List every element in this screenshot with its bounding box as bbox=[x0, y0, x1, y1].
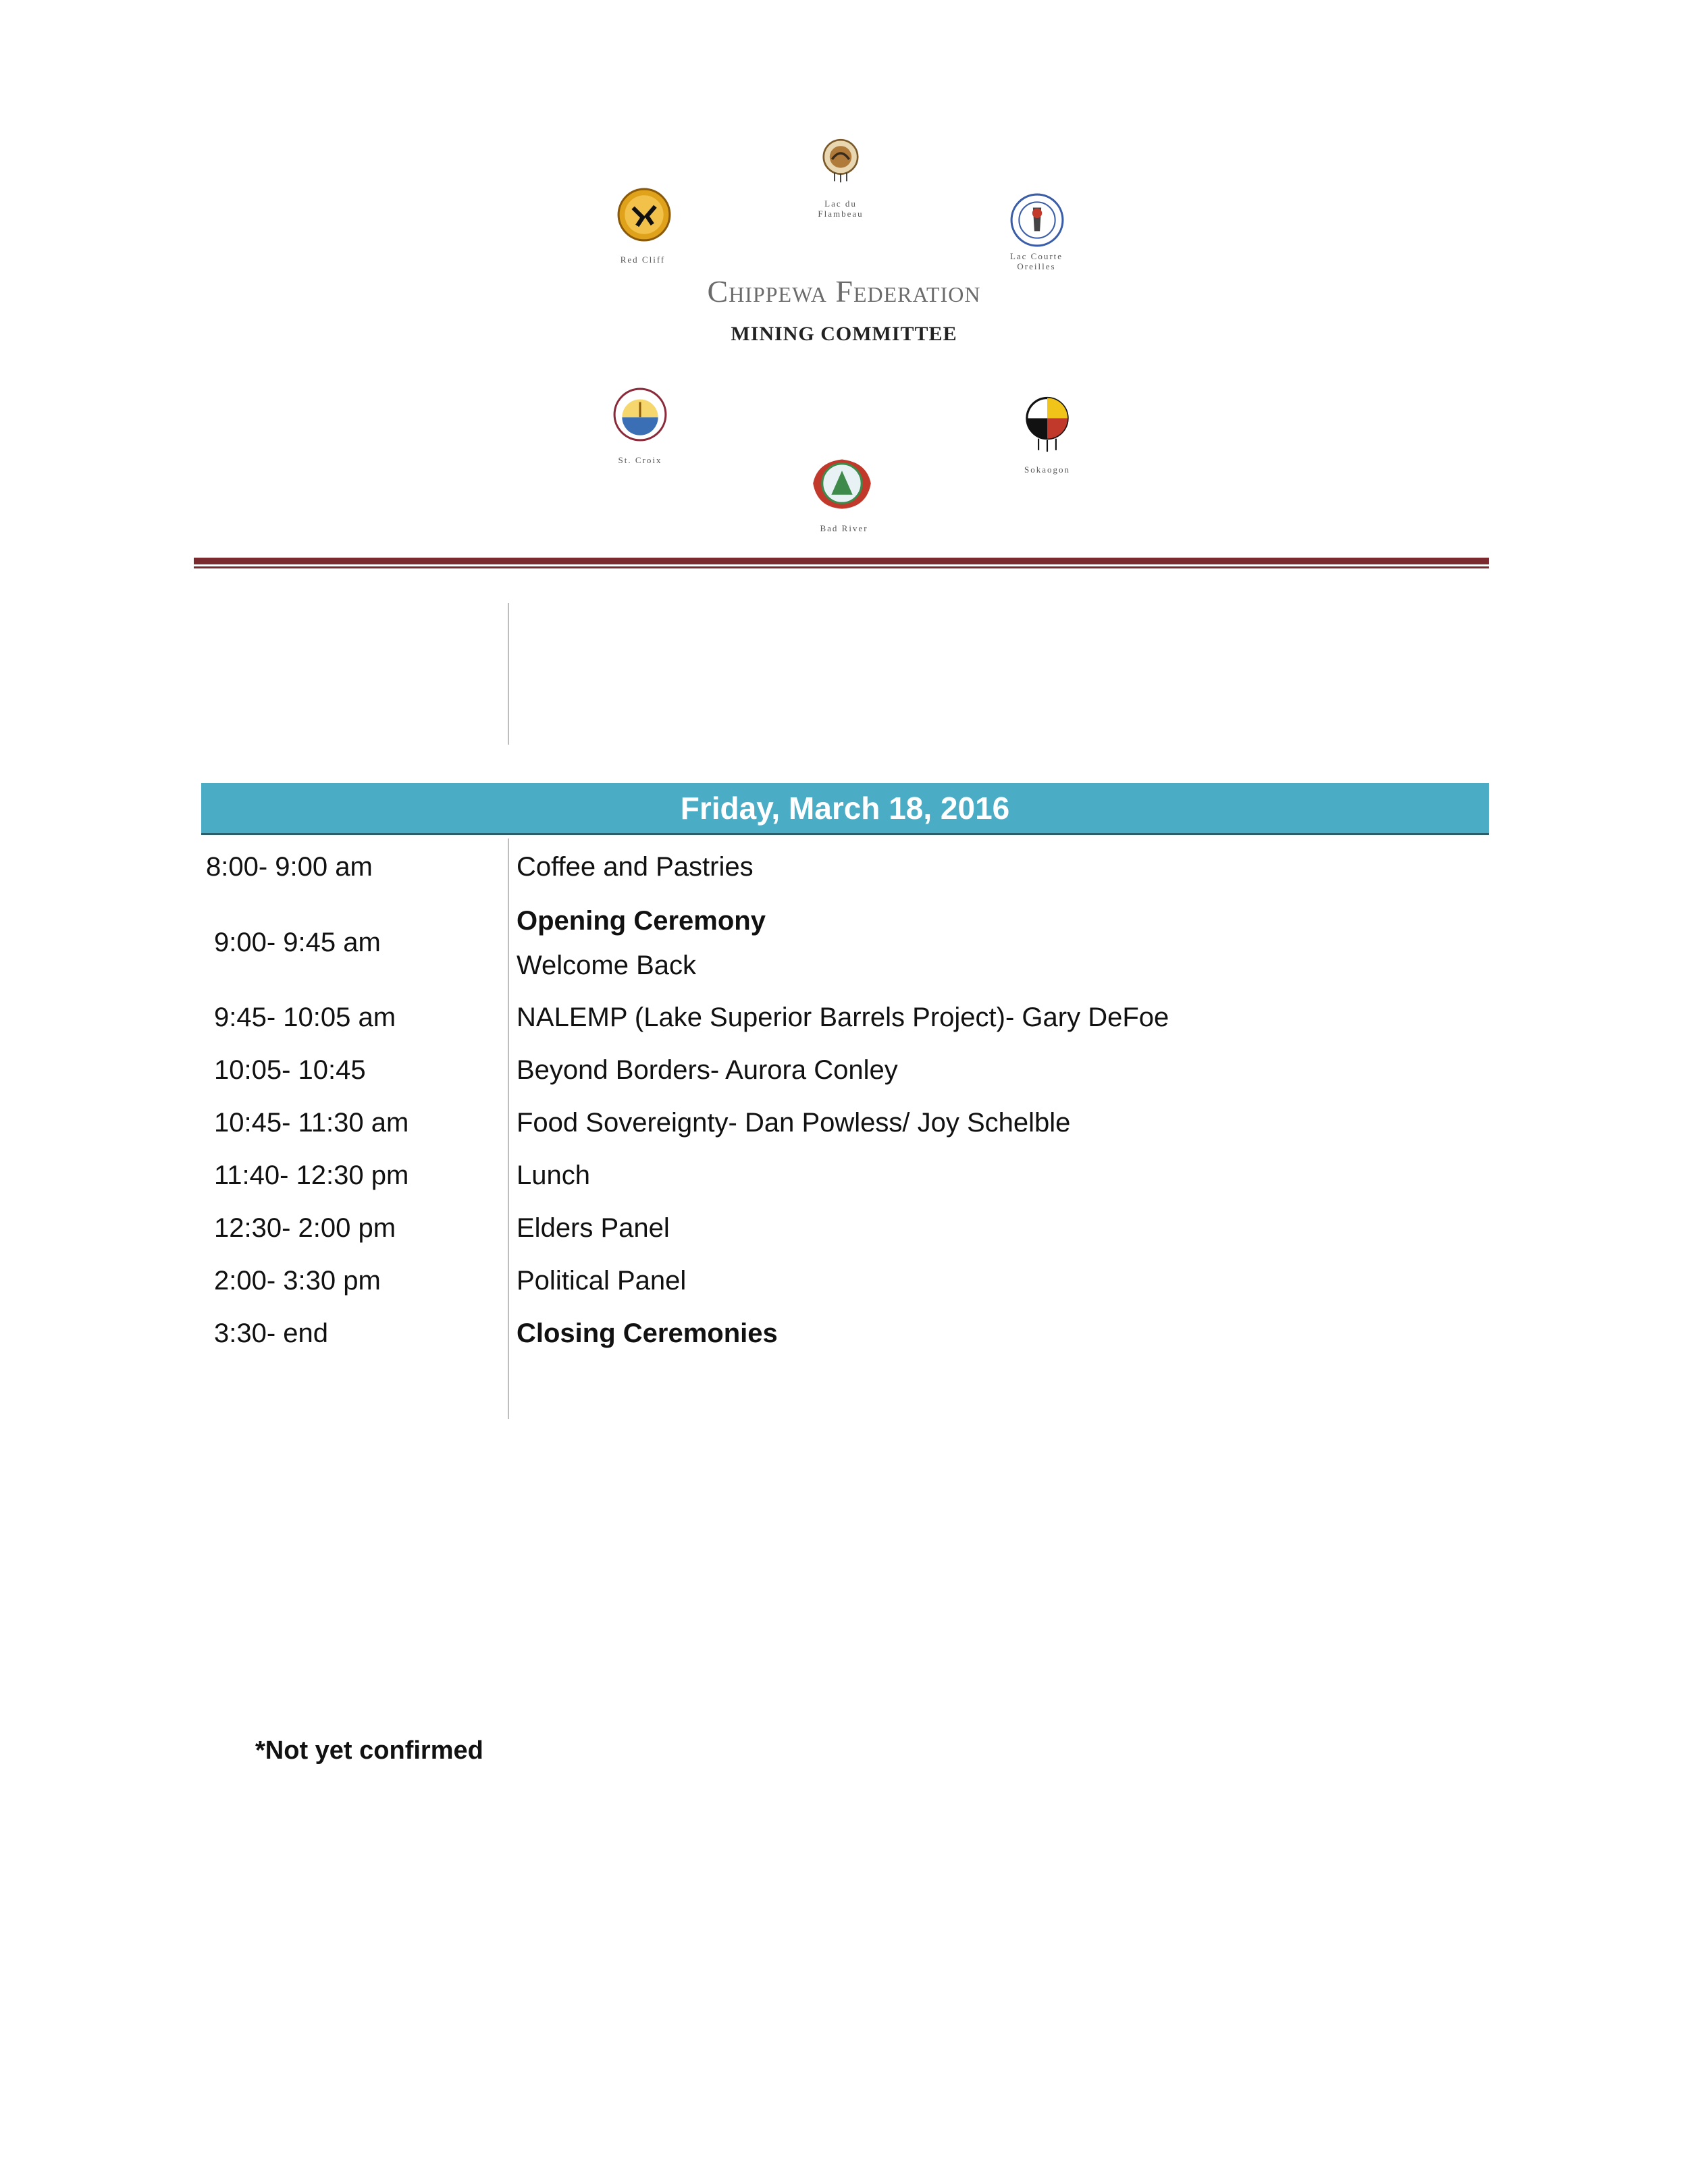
row-activity: NALEMP (Lake Superior Barrels Project)- Gary DeFoe bbox=[517, 1003, 1169, 1032]
day-banner: Friday, March 18, 2016 bbox=[201, 783, 1489, 835]
row-time: 9:00- 9:45 am bbox=[214, 928, 381, 957]
row-activity: Beyond Borders- Aurora Conley bbox=[517, 1055, 898, 1085]
lac-courte-oreilles-icon bbox=[1009, 192, 1065, 248]
lac-du-flambeau-label: Lac du Flambeau bbox=[818, 198, 864, 219]
row-time: 3:30- end bbox=[214, 1319, 329, 1348]
bad-river-label: Bad River bbox=[820, 523, 868, 533]
row-activity: Lunch bbox=[517, 1161, 590, 1190]
header-rule-thick bbox=[194, 558, 1489, 564]
footnote: *Not yet confirmed bbox=[255, 1736, 483, 1765]
sokaogon-label: Sokaogon bbox=[1024, 464, 1070, 475]
row-time: 12:30- 2:00 pm bbox=[214, 1213, 396, 1243]
row-activity: Elders Panel bbox=[517, 1213, 670, 1243]
row-time: 10:45- 11:30 am bbox=[214, 1108, 409, 1138]
st-croix-seal bbox=[612, 387, 668, 442]
st-croix-icon bbox=[612, 387, 668, 442]
red-cliff-icon bbox=[616, 187, 672, 242]
sokaogon-icon bbox=[1018, 394, 1076, 452]
row-activity: Food Sovereignty- Dan Powless/ Joy Schelble bbox=[517, 1108, 1071, 1138]
lac-courte-oreilles-label: Lac Courte Oreilles bbox=[1009, 251, 1063, 271]
bad-river-icon bbox=[810, 454, 874, 513]
sokaogon-seal bbox=[1018, 394, 1076, 452]
header-rule-thin bbox=[194, 566, 1489, 568]
row-time: 2:00- 3:30 pm bbox=[214, 1266, 381, 1296]
row-activity: Coffee and Pastries bbox=[517, 852, 754, 882]
row-time: 8:00- 9:00 am bbox=[206, 852, 373, 882]
red-cliff-label: Red Cliff bbox=[620, 255, 666, 265]
row-activity-bold: Opening Ceremony bbox=[517, 906, 766, 936]
row-time: 11:40- 12:30 pm bbox=[214, 1161, 409, 1190]
lac-courte-oreilles-seal bbox=[1009, 192, 1065, 248]
lac-du-flambeau-seal bbox=[816, 135, 865, 184]
bad-river-seal bbox=[810, 454, 874, 513]
top-column-divider bbox=[508, 603, 509, 745]
schedule-column-divider bbox=[508, 838, 509, 1419]
st-croix-label: St. Croix bbox=[618, 455, 662, 465]
committee-title: MINING COMMITTEE bbox=[731, 323, 957, 345]
row-activity-bold: Closing Ceremonies bbox=[517, 1319, 778, 1348]
row-time: 9:45- 10:05 am bbox=[214, 1003, 396, 1032]
row-activity: Political Panel bbox=[517, 1266, 687, 1296]
red-cliff-seal bbox=[616, 187, 672, 242]
row-activity: Welcome Back bbox=[517, 951, 697, 980]
lac-du-flambeau-icon bbox=[816, 135, 865, 184]
row-time: 10:05- 10:45 bbox=[214, 1055, 366, 1085]
organization-title: Chippewa Federation bbox=[707, 274, 981, 309]
